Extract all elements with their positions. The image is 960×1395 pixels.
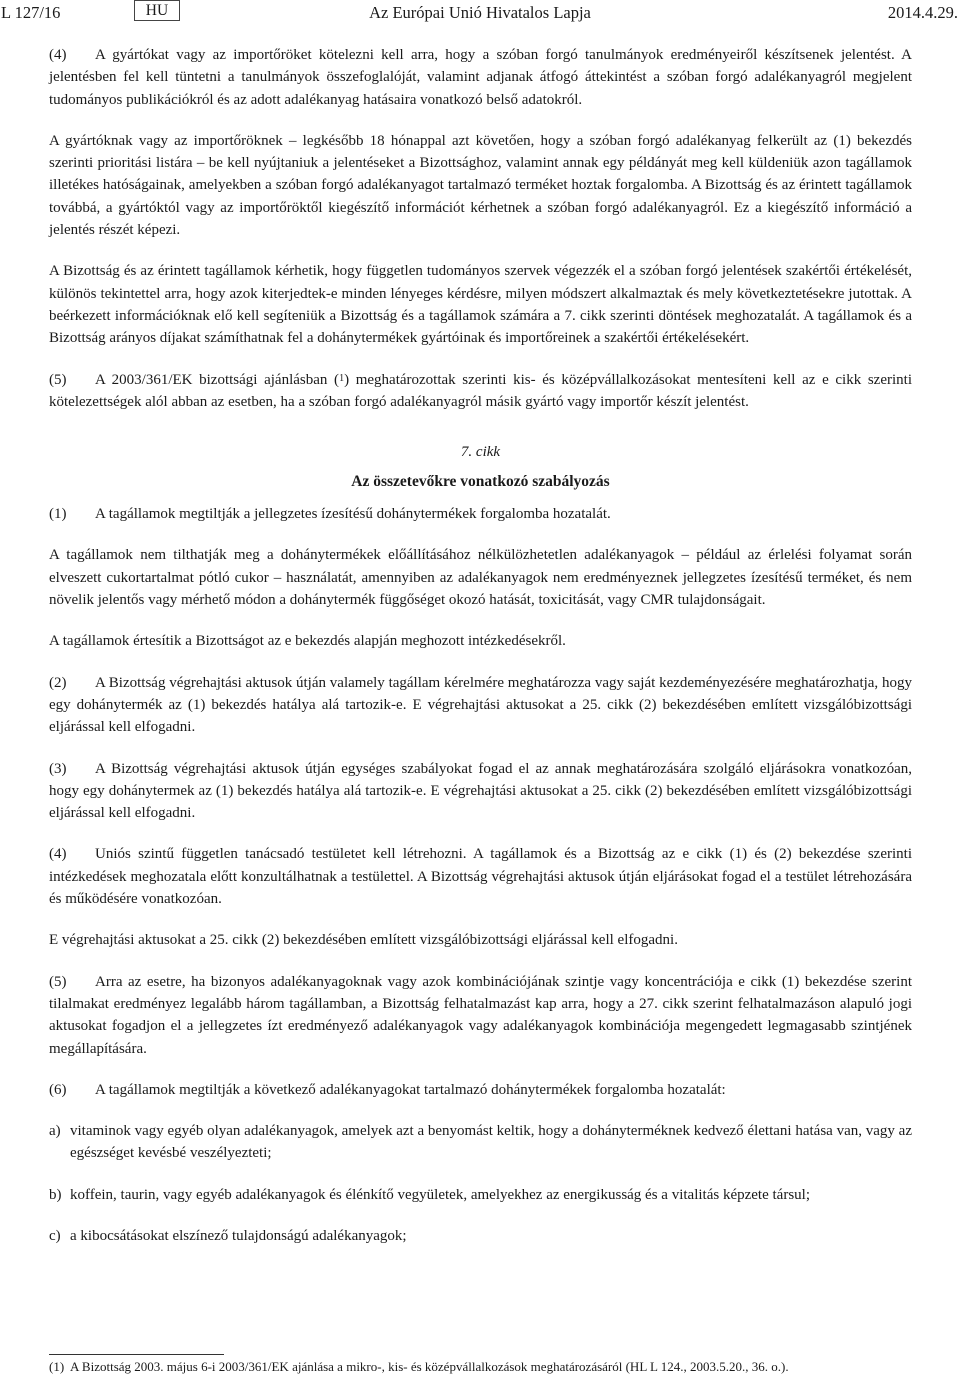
paragraph-text: A Bizottság végrehajtási aktusok útján egységes szabályokat fogad el az annak meghatározására szolgáló eljárásokra vonatkozóan, hogy egy dohánytermek az (1) bekezdés hatálya alá tartozik-e. E végrehajtási aktusokat a 25. cikk (2) bekezdésében említett vizsgálóbizottsági eljárással kell elfogadni. [49,760,912,822]
paragraph-number: (4) [49,846,67,863]
article-heading: Az összetevőkre vonatkozó szabályozás [351,473,610,491]
paragraph-text: Uniós szintű független tanácsadó testületet kell létrehozni. A tagállamok és a Bizottság az e cikk (1) és (2) bekezdése szerinti intézkedések meghozatala előtt konzultálhatnak a testülettel. A Bizottság végrehajtási aktusok útján eljárásokat fogad el a testület létrehozására és működésére vonatkozóan. [49,846,912,908]
footnote-text: A Bizottság 2003. május 6-i 2003/361/EK ajánlása a mikro-, kis- és középvállalkozások meghatározásáról (HL L 124., 2003.5.20., 36. o.). [70,1359,789,1374]
footnote-divider [49,1354,224,1355]
journal-title: Az Európai Unió Hivatalos Lapja [369,3,591,22]
list-item-text: koffein, taurin, vagy egyéb adalékanyagok és élénkítő vegyületek, amelyekhez az energikusság és a vitalitás képzete társul; [70,1186,810,1203]
paragraph-4-continued: A gyártóknak vagy az importőröknek – legkésőbb 18 hónappal azt követően, hogy a szóban forgó adalékanyag felkerült az (1) bekezdés szerinti prioritási listára – be kell nyújtaniuk a jelentéseket a Bizottsághoz, valamint annak egy példányát meg kell küldeniük azon tagállamok illetékes hatóságainak, amelyekben a szóban forgó adalékanyagot tartalmazó terméket hoztak forgalomba. A Bizottság és az érintett tagállamok továbbá, a gyártóktól vagy az importőröktől kiegészítő információt kérhetnek a szóban forgó adalékanyagról. Ez a kiegészítő információ a jelentés részét képezi. [49,132,912,239]
list-item-b [49,1184,912,1206]
paragraph-text: A gyártókat vagy az importőröket kötelezni kell arra, hogy a szóban forgó tanulmányok eredményeiről készítsenek jelentést. A jelentésben fel kell tüntetni a tanulmányok összefoglalóját, valamint adjanak átfogó áttekintést a szóban forgó adalékanyagról megjelent tudományos publikációkról és az adott adalékanyag hatásaira vonatkozó belső adatokról. [49,47,912,108]
article-paragraph-1-notification: A tagállamok értesítik a Bizottságot az e bekezdés alapján meghozott intézkedésekről. [49,633,566,650]
list-item-text: vitaminok vagy egyéb olyan adalékanyagok, amelyek azt a benyomást keltik, hogy a dohányterméknek kedvező élettani hatása van, vagy az egészséget kevésbé veszélyezteti; [70,1123,912,1162]
footnote [49,1358,912,1376]
list-item-c [49,1225,912,1247]
article-paragraph-3 [49,758,912,825]
paragraph-number: (5) [49,371,67,388]
article-paragraph-4-continued: E végrehajtási aktusokat a 25. cikk (2) bekezdésében említett vizsgálóbizottsági eljárással kell elfogadni. [49,932,678,949]
article-paragraph-2 [49,672,912,739]
paragraph-4-review: A Bizottság és az érintett tagállamok kérhetik, hogy független tudományos szervek végezzék el a szóban forgó jelentések szakértői értékelését, különös tekintettel arra, hogy azok kiterjedtek-e minden lényeges kérdésre, milyen módszert alkalmaztak és mely következtetésekre jutottak. A beérkezett információknak elő kell segíteniük a Bizottság és a tagállamok számára a 7. cikk szerinti döntések meghozatalát. A tagállamok és a Bizottság arányos díjakat számíthatnak fel a dohánytermékek gyártóinak és importőreinek a szakértői értékelésekért. [49,263,912,347]
paragraph-text: ) meghatározottak szerinti kis- és középvállalkozásokat mentesíteni kell az e cikk szerinti kötelezettségek alól abban az esetben, ha a szóban forgó adalékanyagról másik gyártó vagy importőr készít jelentést. [49,371,912,410]
document-body [49,44,912,1266]
list-item-a [49,1120,912,1165]
paragraph-text: A 2003/361/EK bizottsági ajánlásban ( [95,371,340,388]
paragraph-number: (4) [49,47,67,63]
paragraph-number: (3) [49,760,67,777]
paragraph-4 [49,44,912,111]
footnote-reference[interactable]: 1 [339,372,345,384]
article-paragraph-4 [49,843,912,910]
article-number: 7. cikk [460,444,501,461]
publication-date: 2014.4.29. [887,3,958,22]
list-item-text: a kibocsátásokat elszínező tulajdonságú adalékanyagok; [70,1227,407,1244]
language-code-box: HU [134,0,180,21]
article-paragraph-1-continued: A tagállamok nem tilthatják meg a dohánytermékek előállításához nélkülözhetetlen adalékanyagok – például az érlelési folyamat során elveszett cukortartalmat pótló cukor – használatát, amennyiben az adalékanyagok nem eredményeznek jellegzetes ízesítésű terméket, és nem növelik jelentős vagy mérhető módon a dohánytermék függőséget okozó hatását, toxicitását, vagy CMR tulajdonságait. [49,547,912,609]
paragraph-text: A tagállamok megtiltják a következő adalékanyagokat tartalmazó dohánytermékek forgalomba hozatalát: [95,1081,726,1098]
paragraph-text: A tagállamok megtiltják a jellegzetes ízesítésű dohánytermékek forgalomba hozatalát. [95,506,611,523]
article-paragraph-1 [49,503,912,525]
paragraph-number: (2) [49,674,67,691]
footnote-number: (1) [49,1359,65,1374]
paragraph-number: (6) [49,1081,67,1098]
paragraph-number: (1) [49,506,67,523]
paragraph-text: Arra az esetre, ha bizonyos adalékanyagoknak vagy azok kombinációjának szintje vagy koncentrációja e cikk (1) bekezdése szerint tilalmakat eredményez legalább három tagállamban, a Bizottság felhatalmazást kap arra, hogy a 27. cikk szerint felhatalmazáson alapuló jogi aktusokat fogadjon el a jellegzetes ízt eredményező adalékanyagok vagy adalékanyagok kombinációja megengedett legmagasabb szintjének megállapítására. [49,973,912,1057]
paragraph-5 [49,369,912,414]
list-item-label: a) [49,1123,61,1140]
paragraph-number: (5) [49,973,67,990]
article-paragraph-6 [49,1079,912,1101]
article-paragraph-5 [49,971,912,1060]
page-header [0,0,960,24]
list-item-label: b) [49,1186,62,1203]
paragraph-text: A Bizottság végrehajtási aktusok útján valamely tagállam kérelmére meghatározza vagy saját kezdeményezésére meghatározhatja, hogy egy dohánytermék az (1) bekezdés hatálya alá tartozik-e. E végrehajtási aktusokat a 25. cikk (2) bekezdésében említett vizsgálóbizottsági eljárással kell elfogadni. [49,674,912,736]
list-item-label: c) [49,1227,61,1244]
page-reference: L 127/16 [1,3,61,22]
